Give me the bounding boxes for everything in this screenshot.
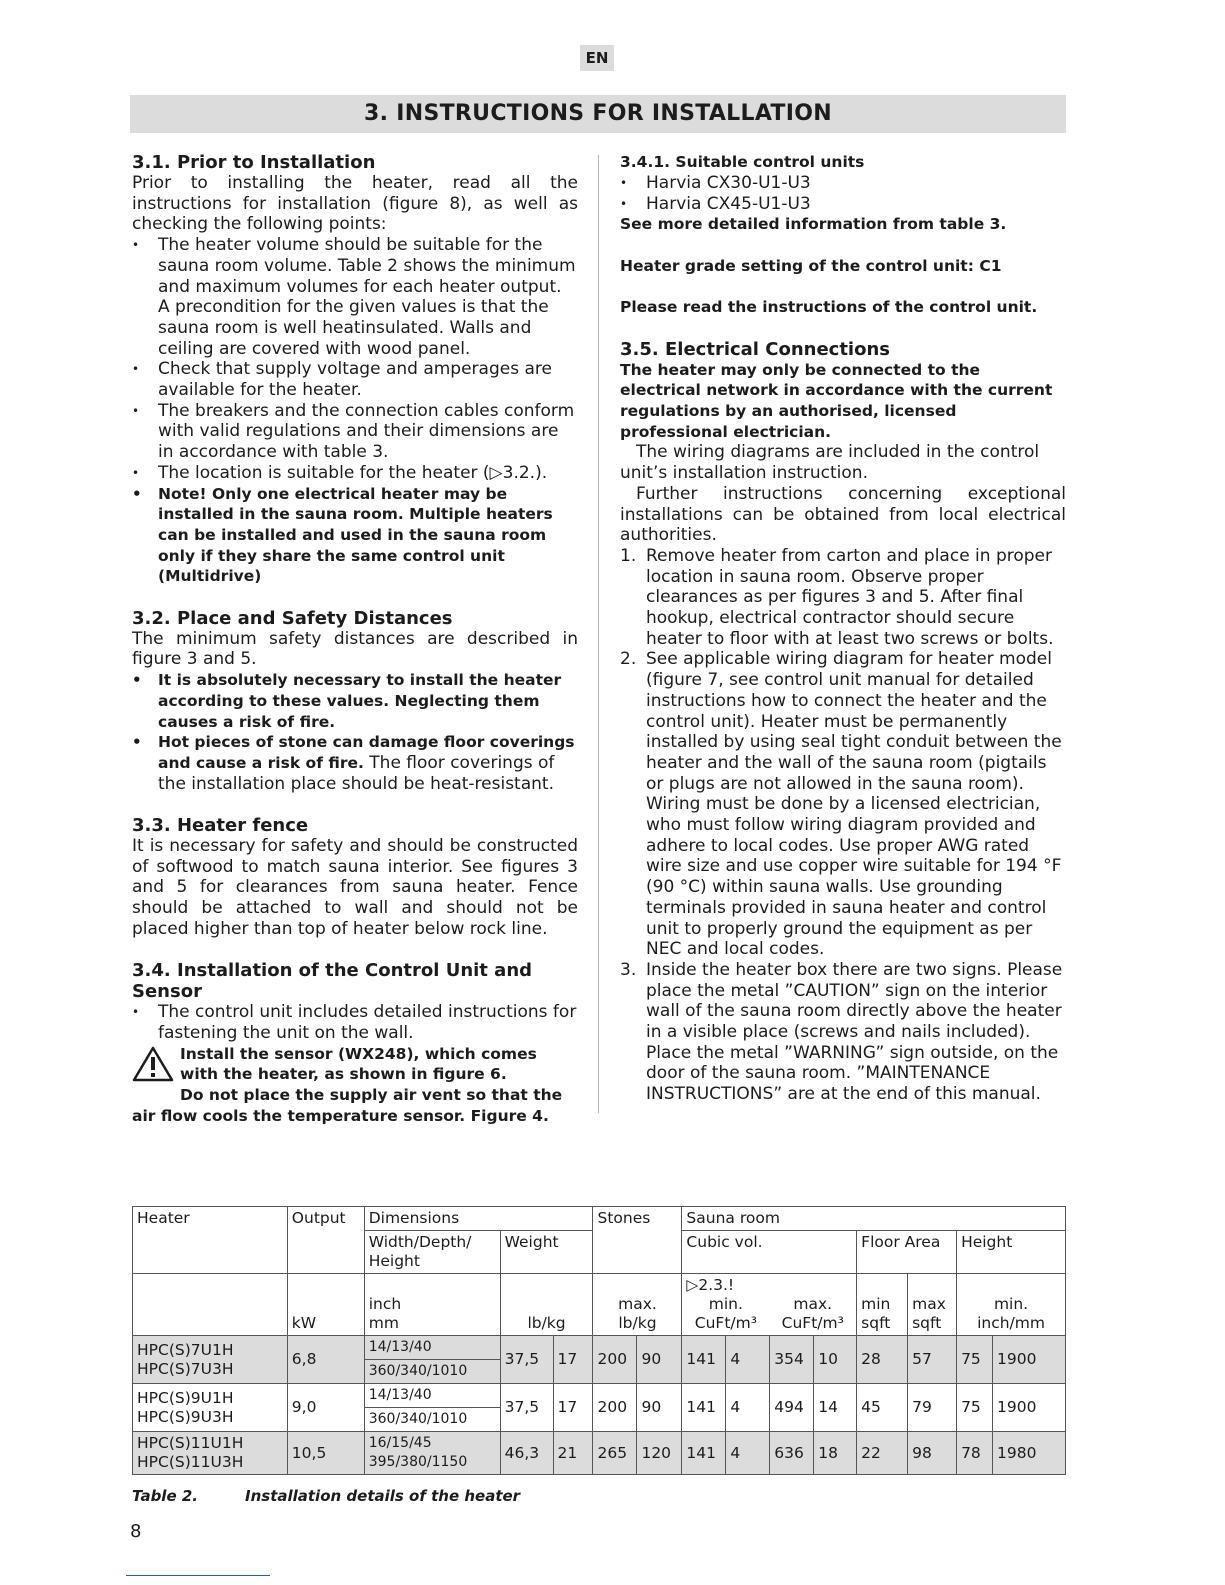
unit-label: sqft [861, 1314, 891, 1332]
heading-prior-to-installation: 3.1. Prior to Installation [132, 152, 376, 173]
model-name: HPC(S)7U3H [137, 1359, 234, 1378]
unit-label: max. [618, 1295, 657, 1313]
model-name: HPC(S)11U1H [137, 1434, 244, 1452]
wiring-paragraph: The wiring diagrams are included in the control unit’s installation instruction. [620, 442, 1040, 484]
table-header-cell: Dimensions [364, 1207, 593, 1231]
unit-label: min [861, 1295, 891, 1313]
list-item: • The location is suitable for the heater (▷3.2.). [132, 463, 578, 484]
unit-label: max. [793, 1295, 833, 1313]
caption-label: Table 2. [132, 1487, 198, 1505]
list-item [620, 960, 1066, 1105]
table-cell: 79 [908, 1384, 957, 1432]
table-cell: 141 [682, 1432, 726, 1475]
table-header-cell: Weight [500, 1231, 593, 1274]
table-caption [132, 1487, 520, 1505]
read-instructions-note: Please read the instructions of the control unit. [620, 298, 1038, 317]
table-cell: 90 [637, 1336, 682, 1384]
table-cell [500, 1274, 593, 1336]
list-item: • It is absolutely necessary to install the heater according to these values. Neglecting them causes a risk of fire. [132, 670, 578, 732]
installation-steps [620, 546, 1066, 1105]
table-cell: 120 [637, 1432, 682, 1475]
heading-heater-fence: 3.3. Heater fence [132, 815, 309, 837]
table-cell: 37,5 [500, 1384, 553, 1432]
note-item: • Note! Only one electrical heater may be installed in the sauna room. Multiple heaters can be installed and used in the sauna room only if they share the same control unit (Multidrive) [132, 484, 578, 588]
reference-label: ▷2.3.! [686, 1276, 735, 1294]
left-column [132, 152, 578, 1126]
table-cell [364, 1432, 500, 1475]
list-item: • Harvia CX30-U1-U3 [620, 173, 1066, 194]
table-cell [593, 1274, 682, 1336]
table-cell: 28 [857, 1336, 908, 1384]
table-header-cell: Height [957, 1231, 1066, 1274]
warning-text-continued: Do not place the supply air vent so that the air flow cools the temperature sensor. Figure 4. [132, 1086, 563, 1125]
model-cell [133, 1384, 288, 1432]
table-row [133, 1336, 1066, 1360]
footer-rule [126, 1575, 270, 1576]
table-header-cell: Sauna room [682, 1207, 1066, 1231]
table-header-cell: Cubic vol. [682, 1231, 857, 1274]
table-header-cell: Heater [133, 1207, 288, 1274]
model-name: HPC(S)7U1H [137, 1340, 234, 1359]
unit-group [769, 1295, 856, 1333]
table-cell: 21 [553, 1432, 593, 1475]
list-item [620, 649, 1066, 960]
table-cell [908, 1274, 957, 1336]
intro-paragraph: Prior to installing the heater, read all the instructions for installation (figure 8), as well as checking the following points: [132, 173, 578, 235]
unit-label: min. [993, 1295, 1029, 1313]
control-unit-list [132, 1002, 578, 1043]
dimension-value: 16/15/45 [368, 1435, 432, 1451]
table-cell [364, 1274, 500, 1336]
right-column [620, 152, 1066, 1105]
electrician-warning: The heater may only be connected to the electrical network in accordance with the current regulations by an authorised, licensed professional electrician. [620, 360, 1053, 441]
table-cell: 9,0 [287, 1384, 364, 1432]
table-cell: 14/13/40 [364, 1384, 500, 1408]
table-cell: 4 [726, 1432, 770, 1475]
unit-label: lb/kg [618, 1314, 657, 1332]
table-header-cell: Stones [593, 1207, 682, 1274]
table-cell: 17 [553, 1336, 593, 1384]
table-cell: 265 [593, 1432, 637, 1475]
table-cell: 90 [637, 1384, 682, 1432]
language-badge: EN [580, 45, 614, 71]
unit-label: inch [368, 1295, 402, 1313]
heading-suitable-control-units: 3.4.1. Suitable control units [620, 153, 865, 171]
table-cell: 494 [770, 1384, 814, 1432]
step-number: 2. [620, 649, 637, 670]
table-cell: 141 [682, 1336, 726, 1384]
step-text: Inside the heater box there are two signs. Please place the metal ”CAUTION” sign on the interior wall of the sauna room directly above the heater in a visible place (screws and nails included). Place the metal ”WARNING” sign outside, on the door of the sauna room. ”MAINTENANCE INSTRUCTIONS” are at the end of this manual. [646, 959, 1063, 1105]
warning-block [132, 1044, 578, 1085]
table-cell: 14 [814, 1384, 857, 1432]
table-header-cell: Output [287, 1207, 364, 1274]
heading-control-unit-sensor: 3.4. Installation of the Control Unit and Sensor [132, 960, 533, 1003]
table-cell: 200 [593, 1384, 637, 1432]
table-cell: 200 [593, 1336, 637, 1384]
table-cell: 75 [957, 1384, 993, 1432]
list-item: • The heater volume should be suitable for the sauna room volume. Table 2 shows the minimum and maximum volumes for each heater output. A precondition for the given values is that the sauna room is well heatinsulated. Walls and ceiling are covered with wood panel. [132, 235, 578, 359]
control-units-list [620, 173, 1066, 214]
table-cell: 57 [908, 1336, 957, 1384]
step-number: 3. [620, 959, 637, 980]
list-item: • The control unit includes detailed instructions for fastening the unit on the wall. [132, 1002, 578, 1043]
table-cell: 360/340/1010 [364, 1360, 500, 1384]
table-cell: 22 [857, 1432, 908, 1475]
table-cell: 46,3 [500, 1432, 553, 1475]
caption-text: Installation details of the heater [245, 1487, 521, 1505]
list-item: • Check that supply voltage and amperages are available for the heater. [132, 359, 578, 400]
warning-triangle-icon [132, 1046, 174, 1082]
table-header-cell: Floor Area [857, 1231, 957, 1274]
table-header-row [133, 1207, 1066, 1231]
heading-electrical-connections: 3.5. Electrical Connections [620, 338, 890, 360]
column-divider [598, 155, 599, 1113]
list-item-text: The floor coverings of the installation place should be heat-resistant. [158, 752, 555, 794]
heading-safety-distances: 3.2. Place and Safety Distances [132, 607, 453, 629]
unit-label: CuFt/m³ [781, 1314, 844, 1332]
grade-setting-note: Heater grade setting of the control unit: C1 [620, 256, 1002, 275]
table-cell [287, 1274, 364, 1336]
unit-label: kW [291, 1314, 317, 1332]
installation-details-table [132, 1206, 1066, 1475]
authorities-paragraph: Further instructions concerning exceptional installations can be obtained from local electrical authorities. [620, 483, 1066, 546]
table-cell: 14/13/40 [364, 1336, 500, 1360]
safety-paragraph: The minimum safety distances are described in figure 3 and 5. [132, 628, 578, 670]
step-text: See applicable wiring diagram for heater model (figure 7, see control unit manual for detailed instructions how to connect the heater and the control unit). Heater must be permanently installed by using seal tight conduit between the heater and the wall of the sauna room (pigtails or plugs are not allowed in the sauna room). Wiring must be done by a licensed electrician, who must follow wiring diagram provided and adhere to local codes. Use proper AWG rated wire size and use copper wire suitable for 194 °F (90 °C) within sauna walls. Use grounding terminals provided in sauna heater and control unit to properly ground the equipment as per NEC and local codes. [646, 649, 1062, 960]
page-number: 8 [130, 1521, 142, 1542]
table-units-row [133, 1274, 1066, 1336]
table-cell [133, 1274, 288, 1336]
table-cell: 6,8 [287, 1336, 364, 1384]
cubic-units [682, 1295, 856, 1333]
unit-label: mm [368, 1314, 399, 1332]
table-cell: 4 [726, 1384, 770, 1432]
unit-label: sqft [912, 1314, 942, 1332]
table-cell: 1900 [993, 1384, 1066, 1432]
unit-label: min. [708, 1295, 743, 1313]
dimension-value: 395/380/1150 [368, 1454, 468, 1470]
see-more-note: See more detailed information from table 3. [620, 215, 1007, 234]
list-item [620, 546, 1066, 650]
model-cell [133, 1432, 288, 1475]
model-name: HPC(S)11U3H [137, 1453, 244, 1471]
table-cell [857, 1274, 908, 1336]
table-cell: 1900 [993, 1336, 1066, 1384]
section-title: 3. INSTRUCTIONS FOR INSTALLATION [130, 95, 1066, 133]
safety-list [132, 670, 578, 794]
table-cell: 360/340/1010 [364, 1408, 500, 1432]
table-row [133, 1432, 1066, 1475]
step-number: 1. [620, 545, 637, 566]
table-cell: 37,5 [500, 1336, 553, 1384]
checklist [132, 235, 578, 587]
step-text: Remove heater from carton and place in proper location in sauna room. Observe proper clearances as per figures 3 and 5. After final hookup, electrical contractor should secure heater to floor with at least two screws or bolts. [646, 545, 1054, 649]
list-item: • Harvia CX45-U1-U3 [620, 194, 1066, 215]
table-cell: 45 [857, 1384, 908, 1432]
unit-label: CuFt/m³ [694, 1314, 757, 1332]
table-cell: 18 [814, 1432, 857, 1475]
table-cell: 354 [770, 1336, 814, 1384]
table-cell: 10,5 [287, 1432, 364, 1475]
table-cell: 75 [957, 1336, 993, 1384]
list-item: • The breakers and the connection cables conform with valid regulations and their dimensions are in accordance with table 3. [132, 401, 578, 463]
list-item [132, 732, 578, 794]
table-cell: 4 [726, 1336, 770, 1384]
table-cell: 98 [908, 1432, 957, 1475]
unit-label: inch/mm [977, 1314, 1045, 1332]
unit-label: max [912, 1295, 946, 1313]
table-cell: 636 [770, 1432, 814, 1475]
bold-text: Hot pieces of stone can damage floor coverings and cause a risk of fire. [158, 733, 575, 772]
model-cell [133, 1336, 288, 1384]
table-row [133, 1384, 1066, 1408]
unit-group [682, 1295, 769, 1333]
table-cell: 78 [957, 1432, 993, 1475]
table-cell: 141 [682, 1384, 726, 1432]
model-name: HPC(S)9U1H [137, 1388, 234, 1407]
table-cell: 1980 [993, 1432, 1066, 1475]
model-name: HPC(S)9U3H [137, 1407, 234, 1426]
table-header-cell: Width/Depth/ Height [364, 1231, 500, 1274]
table-cell [957, 1274, 1066, 1336]
fence-paragraph: It is necessary for safety and should be constructed of softwood to match sauna interior. See figures 3 and 5 for clearances from sauna heater. Fence should be attached to wall and should not be placed higher than top of heater below rock line. [132, 836, 578, 939]
table-cell: 17 [553, 1384, 593, 1432]
table-cell [682, 1274, 857, 1336]
table-cell: 10 [814, 1336, 857, 1384]
warning-text: Install the sensor (WX248), which comes with the heater, as shown in figure 6. [180, 1044, 537, 1084]
unit-label: lb/kg [527, 1314, 566, 1332]
